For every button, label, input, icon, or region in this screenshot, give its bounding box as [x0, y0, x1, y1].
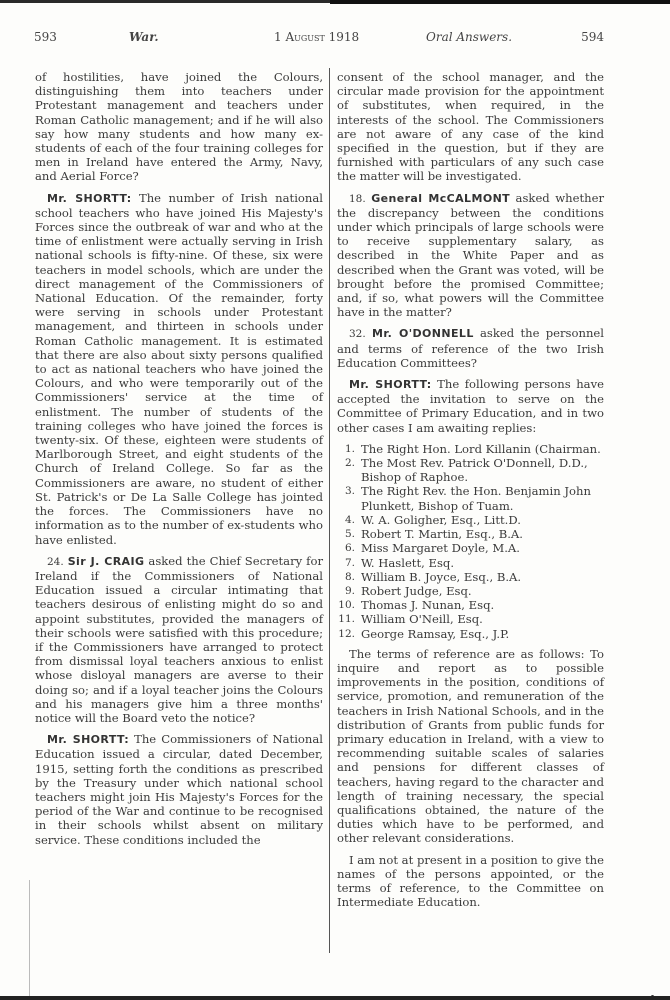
member-item [337, 627, 604, 641]
member-item [337, 442, 604, 456]
speaker-name: Sir J. CRAIG [67, 554, 145, 568]
member-item [337, 484, 604, 512]
member-item [337, 598, 604, 612]
right-page-number: 594 [581, 30, 604, 44]
member-item [337, 456, 604, 484]
member-item [337, 541, 604, 555]
question-text: asked the personnel and terms of reference of the two Irish Education Committees? [337, 326, 604, 370]
member-name: Robert T. Martin, Esq., B.A. [361, 527, 523, 542]
member-number: 1. [344, 442, 355, 455]
member-name: Miss Margaret Doyle, M.A. [361, 541, 520, 556]
question-32 [337, 326, 604, 370]
member-item [337, 513, 604, 527]
right-column [337, 70, 604, 916]
answer-shortt-3 [337, 377, 604, 435]
terms-of-reference: The terms of reference are as follows: To inquire and report as to possible improvements in the position, conditions of service, promotion, and remuneration of the teachers in Irish National Schools, and in the distribution of Grants from public funds for primary education in Ireland, with a view to recommending suitable scales of salaries and pensions for different classes of teachers, having regard to the character and length of training necessary, the special qualifications obtained, the nature of the duties which have to be performed, and other relevant considerations. [337, 646, 604, 846]
question-24 [35, 554, 323, 725]
member-number: 9. [344, 584, 355, 597]
question-number: 24. [47, 555, 64, 568]
answer-text: The number of Irish national school teachers who have joined His Majesty's Forces since the outbreak of war and who at the time of enlistment were actually serving in Irish national schools is fifty-nine. Of these, six were teachers in model schools, which are under the direct management of the Commissioners of National Education. Of the remainder, forty were serving in schools under Protestant management, and thirteen in schools under Roman Catholic management. It is estimated that there are also about sixty persons qualified to act as national teachers who have joined the Colours, and who were temporarily out of the Commissioners' service at the time of enlistment. The number of students of the training colleges who have joined the forces is twenty-six. Of these, eighteen were students of Marlborough Street, and eight students of the Church of Ireland College. So far as the Commissioners are aware, no student of either St. Patrick's or De La Salle College has jointed the forces. The Commissioners have no information as to the number of ex-students who have enlisted. [35, 190, 323, 547]
member-name: The Right Hon. Lord Killanin (Chairman. [361, 441, 601, 456]
member-number: 12. [338, 627, 355, 640]
column-divider [329, 68, 330, 953]
member-name: The Right Rev. the Hon. Benjamin John Plunkett, Bishop of Tuam. [361, 484, 591, 513]
member-item [337, 527, 604, 541]
scan-left-edge [29, 880, 30, 1000]
question-18 [337, 191, 604, 320]
member-name: The Most Rev. Patrick O'Donnell, D.D., Bishop of Raphoe. [361, 456, 588, 485]
scan-top-edge-dark [330, 0, 670, 4]
answer-shortt-1 [35, 191, 323, 547]
committee-members-list [337, 442, 604, 641]
member-item [337, 570, 604, 584]
speaker-name: Mr. SHORTT: [47, 191, 132, 205]
left-column [35, 70, 323, 854]
member-number: 11. [338, 613, 355, 626]
page-header [34, 30, 604, 46]
member-item [337, 584, 604, 598]
header-section: Oral Answers. [426, 30, 513, 44]
section-title: War. [129, 30, 159, 44]
member-name: W. Haslett, Esq. [361, 555, 455, 570]
member-item [337, 556, 604, 570]
member-name: William B. Joyce, Esq., B.A. [361, 569, 522, 584]
member-item [337, 612, 604, 626]
left-page-number: 593 [34, 30, 57, 44]
scan-bottom-edge [0, 996, 670, 1000]
closing-paragraph: I am not at present in a position to give the names of the persons appointed, or the terms of reference, to the Committee on Intermediate Education. [337, 852, 604, 910]
member-name: William O'Neill, Esq. [361, 612, 483, 627]
member-number: 5. [344, 528, 355, 541]
question-text: asked the Chief Secretary for Ireland if the Commissioners of National Education issued a circular intimating that teachers desirous of enlisting might do so and appoint substitutes, provided the managers of their schools were satisfied with this procedure; if the Commissioners have arranged to protect from dismissal loyal teachers anxious to enlist whose disloyal managers are averse to their doing so; and if a loyal teacher joins the Colours and his managers give him a three months' notice will the Board veto the notice? [35, 553, 323, 725]
member-number: 8. [344, 570, 355, 583]
member-name: W. A. Goligher, Esq., Litt.D. [361, 512, 521, 527]
question-continuation: of hostilities, have joined the Colours, distinguishing them into teachers under Protestant management and teachers under Roman Catholic management; and if he will also say how many students and how many ex-students of each of the four training colleges for men in Ireland have entered the Army, Navy, and Aerial Force? [35, 70, 323, 184]
member-number: 10. [338, 599, 355, 612]
member-number: 2. [344, 457, 355, 470]
member-name: George Ramsay, Esq., J.P. [361, 626, 510, 641]
speaker-name: Mr. O'DONNELL [371, 327, 474, 341]
member-number: 4. [344, 513, 355, 526]
answer-text: The Commissioners of National Education issued a circular, dated December, 1915, setting forth the conditions as prescribed by the Treasury under which national school teachers might join His Majesty's Forces for the period of the War and continue to be recognised in their schools whilst absent on military service. These conditions included the [35, 732, 323, 847]
question-text: asked whether the discrepancy between the conditions under which principals of large schools were to receive supplementary salary, as described in the White Paper and as described when the Grant was voted, will be brought before the promised Committee; and, if so, what powers will the Committee have in the matter? [337, 190, 604, 320]
member-name: Thomas J. Nunan, Esq. [361, 598, 495, 613]
member-number: 7. [344, 556, 355, 569]
member-name: Robert Judge, Esq. [361, 583, 472, 598]
question-number: 18. [349, 192, 366, 205]
answer-text: The following persons have accepted the invitation to serve on the Committee of Primary Education, and in two other cases I am awaiting replies: [337, 377, 604, 435]
header-date: 1 August 1918 [274, 30, 360, 44]
speaker-name: General McCALMONT [371, 191, 511, 205]
speaker-name: Mr. SHORTT: [349, 378, 432, 392]
member-number: 6. [344, 542, 355, 555]
answer-continuation: consent of the school manager, and the circular made provision for the appointment of substitutes, when required, in the interests of the school. The Commissioners are not aware of any case of the kind specified in the question, but if they are furnished with particulars of any such case the matter will be investigated. [337, 70, 604, 184]
speaker-name: Mr. SHORTT: [47, 733, 130, 747]
answer-shortt-2 [35, 732, 323, 847]
member-number: 3. [344, 485, 355, 498]
question-number: 32. [349, 328, 366, 341]
